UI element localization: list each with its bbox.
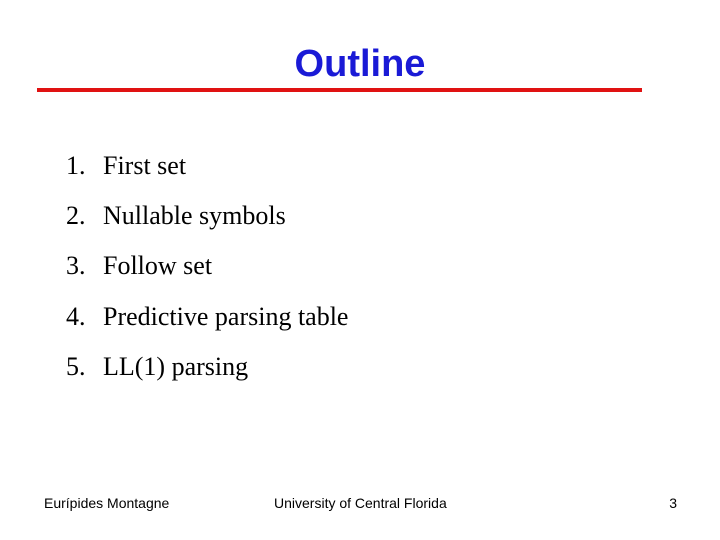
list-item-number: 5. xyxy=(66,351,86,381)
outline-list xyxy=(66,146,348,397)
slide-title: Outline xyxy=(294,43,426,85)
list-item-text: First set xyxy=(103,151,187,180)
footer-author: Eurípides Montagne xyxy=(44,495,170,511)
list-item-text: Follow set xyxy=(103,251,213,281)
list-item xyxy=(66,297,348,337)
title-underline xyxy=(37,88,642,92)
footer-institution: University of Central Florida xyxy=(274,495,447,511)
list-item-text: Predictive parsing table xyxy=(103,301,349,331)
list-item-number: 2. xyxy=(66,201,86,231)
list-item xyxy=(66,196,348,236)
list-item-text: LL(1) parsing xyxy=(103,351,249,381)
list-item xyxy=(66,146,348,186)
footer-page-number: 3 xyxy=(669,495,677,511)
list-item-number: 1. xyxy=(66,151,86,180)
list-item-number: 4. xyxy=(66,301,86,331)
list-item-number: 3. xyxy=(66,251,86,281)
list-item xyxy=(66,246,348,286)
list-item-text: Nullable symbols xyxy=(103,201,286,231)
list-item xyxy=(66,347,348,387)
